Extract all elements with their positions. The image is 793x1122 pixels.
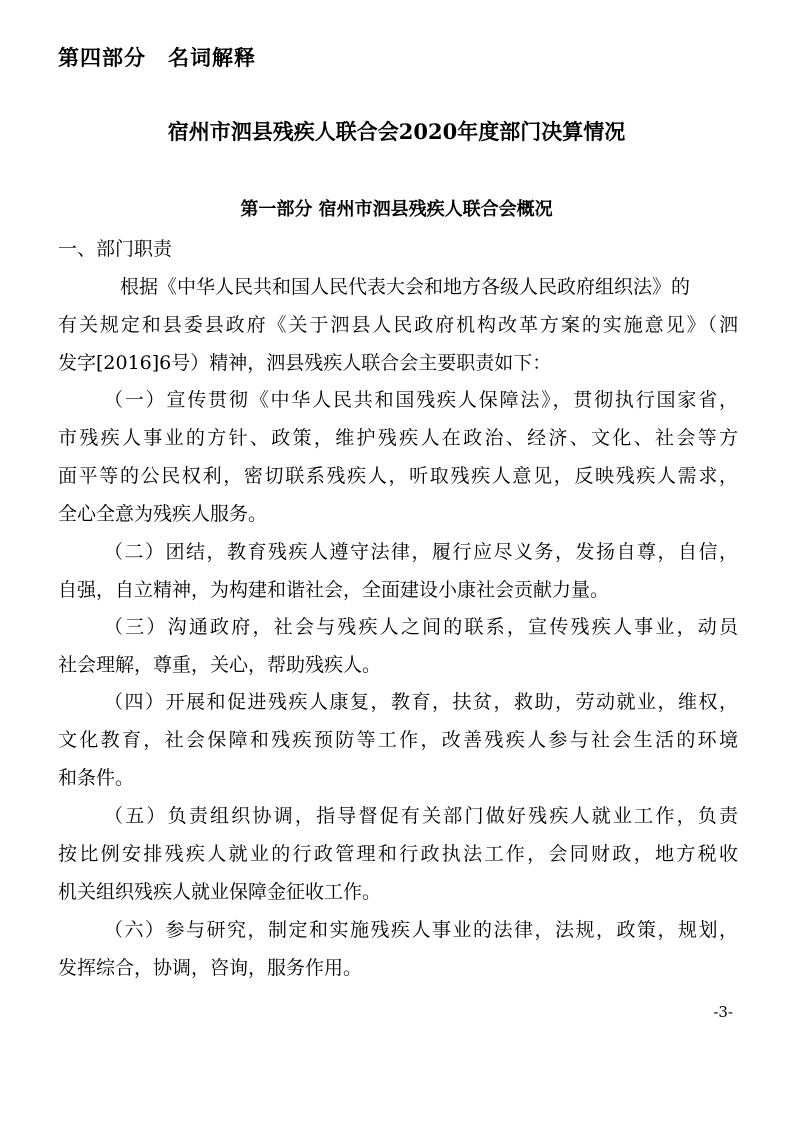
duty-item-3 xyxy=(58,608,738,684)
duty-line: 和条件。 xyxy=(58,767,135,789)
duty-line: 发挥综合，协调，咨询，服务作用。 xyxy=(58,957,363,979)
duty-line: （五）负责组织协调，指导督促有关部门做好残疾人就业工作，负责 xyxy=(104,805,738,827)
duty-item-5 xyxy=(58,797,738,911)
duty-line: （三）沟通政府，社会与残疾人之间的联系，宣传残疾人事业，动员 xyxy=(104,616,738,638)
duty-item-4 xyxy=(58,683,738,797)
duty-line: 自强，自立精神，为构建和谐社会，全面建设小康社会贡献力量。 xyxy=(58,579,610,601)
subsection-title: 一、部门职责 xyxy=(58,238,173,260)
intro-line: 根据《中华人民共和国人民代表大会和地方各级人民政府组织法》的 xyxy=(120,276,691,298)
intro-paragraph xyxy=(58,268,738,382)
section-title: 第一部分 宿州市泗县残疾人联合会概况 xyxy=(240,199,553,220)
document-title: 宿州市泗县残疾人联合会2020年度部门决算情况 xyxy=(167,119,626,144)
duty-item-1 xyxy=(58,381,738,533)
duty-line: 按比例安排残疾人就业的行政管理和行政执法工作，会同财政，地方税收 xyxy=(58,843,738,865)
page-number: -3- xyxy=(713,1003,733,1021)
intro-line: 发字[2016]6号）精神，泗县残疾人联合会主要职责如下： xyxy=(58,352,552,374)
intro-line: 有关规定和县委县政府《关于泗县人民政府机构改革方案的实施意见》（泗 xyxy=(58,314,738,336)
duty-item-6 xyxy=(58,911,738,987)
duty-line: 全心全意为残疾人服务。 xyxy=(58,503,268,525)
part-heading: 第四部分 名词解释 xyxy=(58,45,256,70)
duty-line: 市残疾人事业的方针、政策，维护残疾人在政治、经济、文化、社会等方 xyxy=(58,427,738,449)
duty-line: （六）参与研究，制定和实施残疾人事业的法律，法规，政策，规划， xyxy=(104,919,738,941)
duty-line: （一）宣传贯彻《中华人民共和国残疾人保障法》，贯彻执行国家省， xyxy=(104,389,738,411)
duty-line: 社会理解，尊重，关心，帮助残疾人。 xyxy=(58,654,382,676)
duty-item-2 xyxy=(58,533,738,609)
duty-line: 文化教育，社会保障和残疾预防等工作，改善残疾人参与社会生活的环境 xyxy=(58,729,738,751)
duty-line: 面平等的公民权利，密切联系残疾人，听取残疾人意见，反映残疾人需求， xyxy=(58,465,738,487)
duty-line: （四）开展和促进残疾人康复，教育，扶贫，救助，劳动就业，维权， xyxy=(104,691,738,713)
duty-line: （二）团结，教育残疾人遵守法律，履行应尽义务，发扬自尊，自信， xyxy=(104,541,738,563)
duty-line: 机关组织残疾人就业保障金征收工作。 xyxy=(58,881,382,903)
